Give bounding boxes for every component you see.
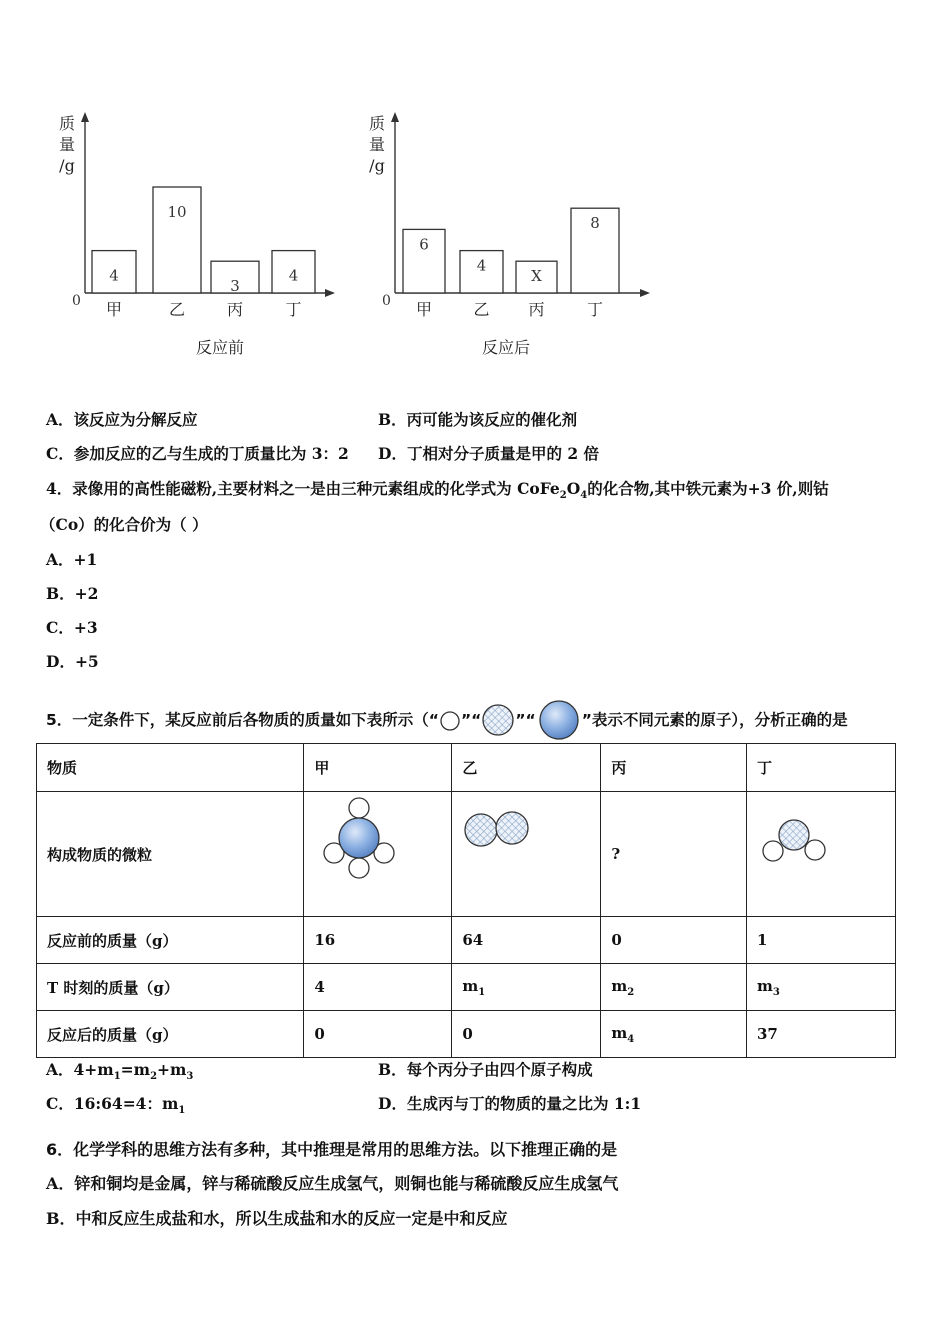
data-label: 3 <box>230 277 240 296</box>
bar-chart-after <box>360 110 660 370</box>
y-axis-arrow-icon <box>81 112 89 122</box>
table-row <box>37 917 896 964</box>
origin-label: 0 <box>72 293 81 309</box>
table-row <box>37 964 896 1011</box>
table-cell: 反应后的质量（g） <box>37 1011 304 1058</box>
data-label: 4 <box>476 256 487 275</box>
category-label: 甲 <box>415 300 433 319</box>
origin-label: 0 <box>382 293 391 309</box>
data-label: 8 <box>590 214 600 233</box>
q4-stem-line1: 4．录像用的高性能磁粉,主要材料之一是由三种元素组成的化学式为 $CoFe_2O_4$的化合物,其中铁元素为+3 价,则钴 <box>46 479 829 502</box>
ding-molecule-icon <box>747 792 895 912</box>
q5-option-c: C．16:64=4：$m_1$ <box>46 1094 186 1117</box>
data-label: 6 <box>419 235 429 254</box>
category-label: 丁 <box>586 300 604 319</box>
q3-option-b: B．丙可能为该反应的催化剂 <box>378 410 578 429</box>
table-cell: T 时刻的质量（g） <box>37 964 304 1011</box>
q4-option-d: D．+5 <box>46 652 99 671</box>
bar-chart-before <box>50 110 350 370</box>
table-cell: 4 <box>304 964 452 1011</box>
table-cell: 丙 <box>601 744 747 792</box>
blue-atom-icon <box>538 699 580 741</box>
table-cell: 构成物质的微粒 <box>37 792 304 917</box>
q6-option-a: A．锌和铜均是金属，锌与稀硫酸反应生成氢气，则铜也能与稀硫酸反应生成氢气 <box>46 1174 619 1193</box>
table-cell: 0 <box>304 1011 452 1058</box>
category-label: 丙 <box>226 300 244 319</box>
particle-ding <box>746 792 895 917</box>
yi-molecule-icon <box>452 792 600 912</box>
y-axis-label: /g <box>59 156 75 175</box>
category-label: 甲 <box>105 300 123 319</box>
q4-option-a: A．+1 <box>46 550 98 569</box>
chart-title: 反应前 <box>195 338 245 357</box>
q6-option-b: B．中和反应生成盐和水，所以生成盐和水的反应一定是中和反应 <box>46 1209 508 1228</box>
white-atom-icon <box>439 709 461 731</box>
y-axis-label: 质 <box>58 114 76 133</box>
table-cell: ? <box>601 792 747 917</box>
q3-option-d: D．丁相对分子质量是甲的 2 倍 <box>378 444 600 463</box>
q4-option-c: C．+3 <box>46 618 98 637</box>
y-axis-label: 量 <box>58 135 76 154</box>
y-axis-arrow-icon <box>391 112 399 122</box>
q5-option-b: B．每个丙分子由四个原子构成 <box>378 1060 593 1079</box>
table-row <box>37 1011 896 1058</box>
y-axis-label: /g <box>369 156 385 175</box>
table-cell: 甲 <box>304 744 452 792</box>
q3-option-a: A．该反应为分解反应 <box>46 410 198 429</box>
table-cell: 反应前的质量（g） <box>37 917 304 964</box>
table-cell: 0 <box>601 917 747 964</box>
data-label: X <box>531 267 542 286</box>
table-row-particles <box>37 792 896 917</box>
q4-option-b: B．+2 <box>46 584 99 603</box>
data-label: 10 <box>167 203 187 221</box>
table-header-row <box>37 744 896 792</box>
table-cell: 丁 <box>746 744 895 792</box>
jia-molecule-icon <box>304 792 451 912</box>
table-cell: 0 <box>452 1011 601 1058</box>
q5-stem: 5．一定条件下，某反应前后各物质的质量如下表所示（“ ”“ ”“ ”表示不同元素的原子），分析正确的是 <box>46 699 848 741</box>
hatched-atom-icon <box>481 703 515 737</box>
q5-option-a: A．$4+m_1=m_2+m_3$ <box>46 1060 194 1083</box>
table-cell: 乙 <box>452 744 601 792</box>
x-axis-arrow-icon <box>640 289 650 297</box>
q5-option-d: D．生成丙与丁的物质的量之比为 1:1 <box>378 1094 642 1113</box>
table-cell: 16 <box>304 917 452 964</box>
x-axis-arrow-icon <box>325 289 335 297</box>
q4-stem-line2: （Co）的化合价为（ ） <box>40 515 208 534</box>
table-cell: 64 <box>452 917 601 964</box>
table-cell: 物质 <box>37 744 304 792</box>
y-axis-label: 量 <box>368 135 386 154</box>
q3-option-c: C．参加反应的乙与生成的丁质量比为 3：2 <box>46 444 349 463</box>
category-label: 乙 <box>168 300 186 319</box>
table-cell: $m_2$ <box>601 964 747 1011</box>
data-label: 4 <box>109 266 119 285</box>
table-cell: $m_3$ <box>746 964 895 1011</box>
category-label: 丁 <box>285 300 302 319</box>
q5-mass-table <box>36 743 896 1058</box>
table-cell: $m_4$ <box>601 1011 747 1058</box>
q6-stem: 6．化学学科的思维方法有多种，其中推理是常用的思维方法。以下推理正确的是 <box>46 1140 618 1159</box>
chart-title: 反应后 <box>481 338 531 357</box>
table-cell: 1 <box>746 917 895 964</box>
particle-jia <box>304 792 452 917</box>
data-label: 4 <box>288 266 299 285</box>
chart-before-svg <box>50 110 350 370</box>
table-cell: 37 <box>746 1011 895 1058</box>
chart-after-svg <box>360 110 660 370</box>
category-label: 乙 <box>473 300 490 319</box>
category-label: 丙 <box>528 300 545 319</box>
y-axis-label: 质 <box>368 114 386 133</box>
particle-yi <box>452 792 601 917</box>
table-cell: $m_1$ <box>452 964 601 1011</box>
